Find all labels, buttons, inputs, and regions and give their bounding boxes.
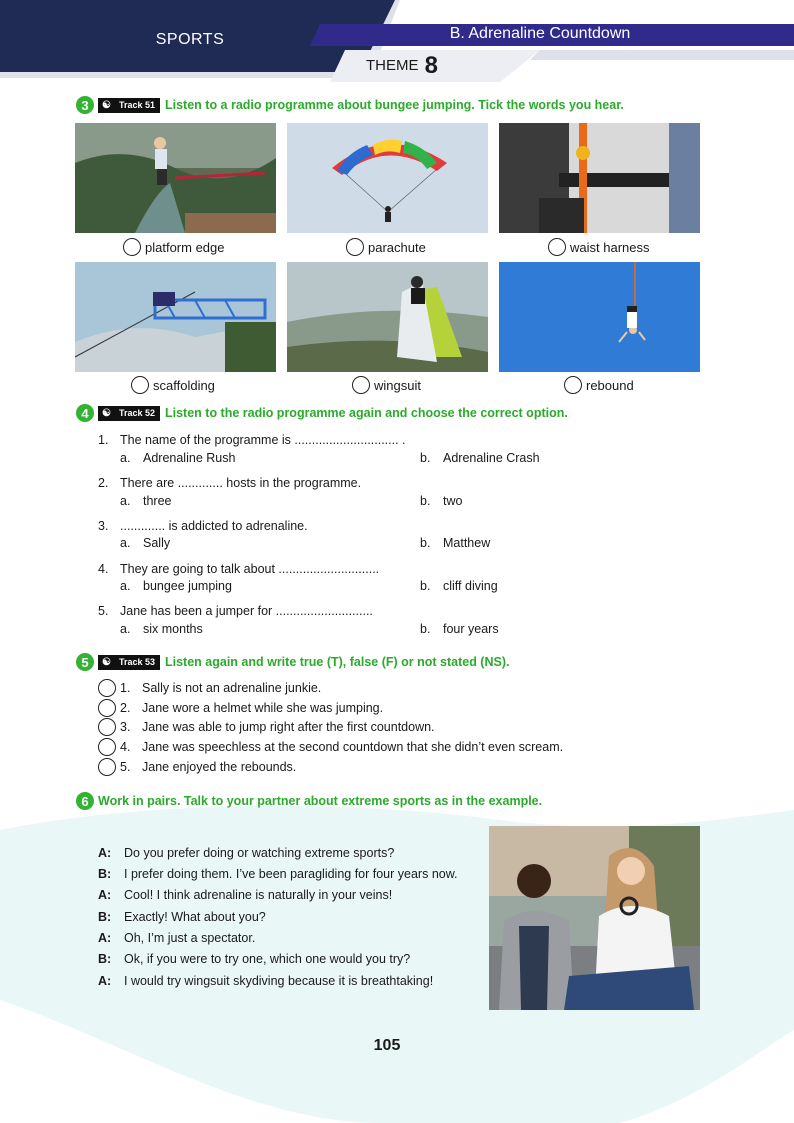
option-label: scaffolding	[153, 377, 215, 393]
answer-2a[interactable]	[120, 494, 172, 508]
ex3-track-badge[interactable]	[98, 98, 160, 113]
checkbox-circle[interactable]	[131, 376, 149, 394]
theme-label	[366, 52, 438, 80]
question-number: 2.	[98, 476, 109, 490]
parachute-photo	[287, 123, 488, 233]
speaker: B:	[98, 910, 112, 924]
dialogue-line	[98, 952, 488, 966]
option-label: wingsuit	[374, 377, 421, 393]
question-number: 5.	[98, 604, 109, 618]
answer-text: three	[143, 494, 172, 508]
question-5	[98, 604, 558, 618]
checkbox-circle[interactable]	[123, 238, 141, 256]
lesson-title: B. Adrenaline Countdown	[449, 25, 631, 42]
ex5-track-label: Track 53	[118, 657, 155, 667]
ex3-heading	[76, 95, 624, 115]
question-text: Jane has been a jumper for ............................	[120, 604, 373, 618]
answer-text: Sally	[143, 536, 171, 550]
option-scaffolding[interactable]	[131, 376, 215, 394]
line-text: I prefer doing them. I’ve been paragliding for four years now.	[124, 867, 458, 881]
rebound-photo	[499, 262, 700, 372]
ex4-instruction: Listen to the radio programme again and choose the correct option.	[165, 406, 568, 420]
dialogue-line	[98, 931, 488, 945]
statement-text: Jane was able to jump right after the first countdown.	[142, 720, 435, 734]
answer-letter: a.	[120, 494, 131, 508]
answer-text: bungee jumping	[143, 579, 232, 593]
checkbox-circle[interactable]	[352, 376, 370, 394]
statement-text: Jane wore a helmet while she was jumping.	[142, 701, 384, 715]
answer-circle[interactable]	[98, 758, 116, 776]
bungee-jumper-photo	[75, 123, 276, 233]
speaker: A:	[98, 931, 112, 945]
dialogue-line	[98, 846, 488, 860]
answer-text: Adrenaline Rush	[143, 451, 236, 465]
option-platform-edge[interactable]	[123, 238, 225, 256]
ex3-track-label: Track 51	[118, 100, 155, 110]
headphones-icon: ☯	[102, 407, 111, 419]
answer-letter: b.	[420, 579, 431, 593]
statement-number: 5.	[120, 760, 131, 774]
dialogue-line	[98, 910, 488, 924]
answer-circle[interactable]	[98, 718, 116, 736]
ex6-number: 6	[76, 792, 94, 810]
answer-letter: b.	[420, 536, 431, 550]
ex5-number: 5	[76, 653, 94, 671]
statement-text: Jane enjoyed the rebounds.	[142, 760, 297, 774]
line-text: I would try wingsuit skydiving because it is breathtaking!	[124, 974, 434, 988]
statement-number: 2.	[120, 701, 131, 715]
headphones-icon: ☯	[102, 656, 111, 668]
answer-1b[interactable]	[420, 451, 540, 465]
answer-circle[interactable]	[98, 738, 116, 756]
question-2	[98, 476, 558, 490]
speaker: A:	[98, 888, 112, 902]
question-text: There are ............. hosts in the programme.	[120, 476, 362, 490]
speaker: B:	[98, 867, 112, 881]
answer-letter: a.	[120, 579, 131, 593]
question-text: They are going to talk about .............................	[120, 562, 380, 576]
answer-text: four years	[443, 622, 499, 636]
line-text: Do you prefer doing or watching extreme sports?	[124, 846, 395, 860]
dialogue-line	[98, 974, 488, 988]
option-label: parachute	[368, 239, 426, 255]
answer-text: cliff diving	[443, 579, 498, 593]
statement-text: Sally is not an adrenaline junkie.	[142, 681, 322, 695]
ex5-track-badge[interactable]	[98, 655, 160, 670]
answer-3b[interactable]	[420, 536, 490, 550]
dialogue-line	[98, 888, 488, 902]
ex6-heading	[76, 791, 542, 811]
ex3-instruction: Listen to a radio programme about bungee jumping. Tick the words you hear.	[165, 98, 624, 112]
answer-text: two	[443, 494, 463, 508]
scaffolding-photo	[75, 262, 276, 372]
option-waist-harness[interactable]	[548, 238, 649, 256]
ex6-instruction: Work in pairs. Talk to your partner about extreme sports as in the example.	[98, 794, 543, 808]
dialogue-line	[98, 867, 488, 881]
question-number: 4.	[98, 562, 109, 576]
theme-word: THEME	[366, 57, 419, 74]
answer-3a[interactable]	[120, 536, 170, 550]
checkbox-circle[interactable]	[346, 238, 364, 256]
wingsuit-photo	[287, 262, 488, 372]
answer-text: Adrenaline Crash	[443, 451, 540, 465]
answer-circle[interactable]	[98, 699, 116, 717]
answer-5b[interactable]	[420, 622, 499, 636]
question-number: 1.	[98, 433, 109, 447]
section-label: SPORTS	[155, 31, 225, 48]
option-label: platform edge	[145, 239, 225, 255]
answer-5a[interactable]	[120, 622, 203, 636]
statement-1	[98, 679, 321, 697]
ex4-number: 4	[76, 404, 94, 422]
answer-letter: b.	[420, 494, 431, 508]
ex4-track-badge[interactable]	[98, 406, 160, 421]
ex4-track-label: Track 52	[118, 408, 155, 418]
answer-1a[interactable]	[120, 451, 235, 465]
question-text: ............. is addicted to adrenaline.	[120, 519, 308, 533]
statement-5	[98, 758, 296, 776]
option-label: rebound	[586, 377, 634, 393]
answer-4b[interactable]	[420, 579, 498, 593]
option-wingsuit[interactable]	[352, 376, 421, 394]
line-text: Cool! I think adrenaline is naturally in your veins!	[124, 888, 393, 902]
waist-harness-photo	[499, 123, 700, 233]
answer-letter: b.	[420, 451, 431, 465]
page-number: 105	[373, 1037, 401, 1054]
ex5-instruction: Listen again and write true (T), false (F) or not stated (NS).	[165, 655, 510, 669]
statement-2	[98, 699, 383, 717]
answer-2b[interactable]	[420, 494, 462, 508]
checkbox-circle[interactable]	[564, 376, 582, 394]
option-rebound[interactable]	[564, 376, 634, 394]
line-text: Oh, I’m just a spectator.	[124, 931, 256, 945]
question-4	[98, 562, 558, 576]
answer-4a[interactable]	[120, 579, 232, 593]
statement-number: 4.	[120, 740, 131, 754]
question-number: 3.	[98, 519, 109, 533]
option-parachute[interactable]	[346, 238, 426, 256]
checkbox-circle[interactable]	[548, 238, 566, 256]
speaker: A:	[98, 974, 112, 988]
statement-number: 1.	[120, 681, 131, 695]
statement-4	[98, 738, 563, 756]
ex4-heading	[76, 403, 568, 423]
answer-letter: a.	[120, 536, 131, 550]
ex5-heading	[76, 652, 509, 672]
statement-number: 3.	[120, 720, 131, 734]
answer-letter: b.	[420, 622, 431, 636]
answer-letter: a.	[120, 622, 131, 636]
headphones-icon: ☯	[102, 99, 111, 111]
answer-text: six months	[143, 622, 203, 636]
speaker: A:	[98, 846, 112, 860]
statement-3	[98, 718, 435, 736]
answer-text: Matthew	[443, 536, 491, 550]
answer-letter: a.	[120, 451, 131, 465]
friends-talking-photo	[489, 826, 700, 1010]
speaker: B:	[98, 952, 112, 966]
question-text: The name of the programme is .............................. .	[120, 433, 406, 447]
option-label: waist harness	[570, 239, 650, 255]
question-3	[98, 519, 558, 533]
question-1	[98, 433, 558, 447]
answer-circle[interactable]	[98, 679, 116, 697]
line-text: Ok, if you were to try one, which one would you try?	[124, 952, 411, 966]
ex3-number: 3	[76, 96, 94, 114]
statement-text: Jane was speechless at the second countdown that she didn’t even scream.	[142, 740, 564, 754]
theme-number: 8	[424, 52, 439, 79]
line-text: Exactly! What about you?	[124, 910, 266, 924]
